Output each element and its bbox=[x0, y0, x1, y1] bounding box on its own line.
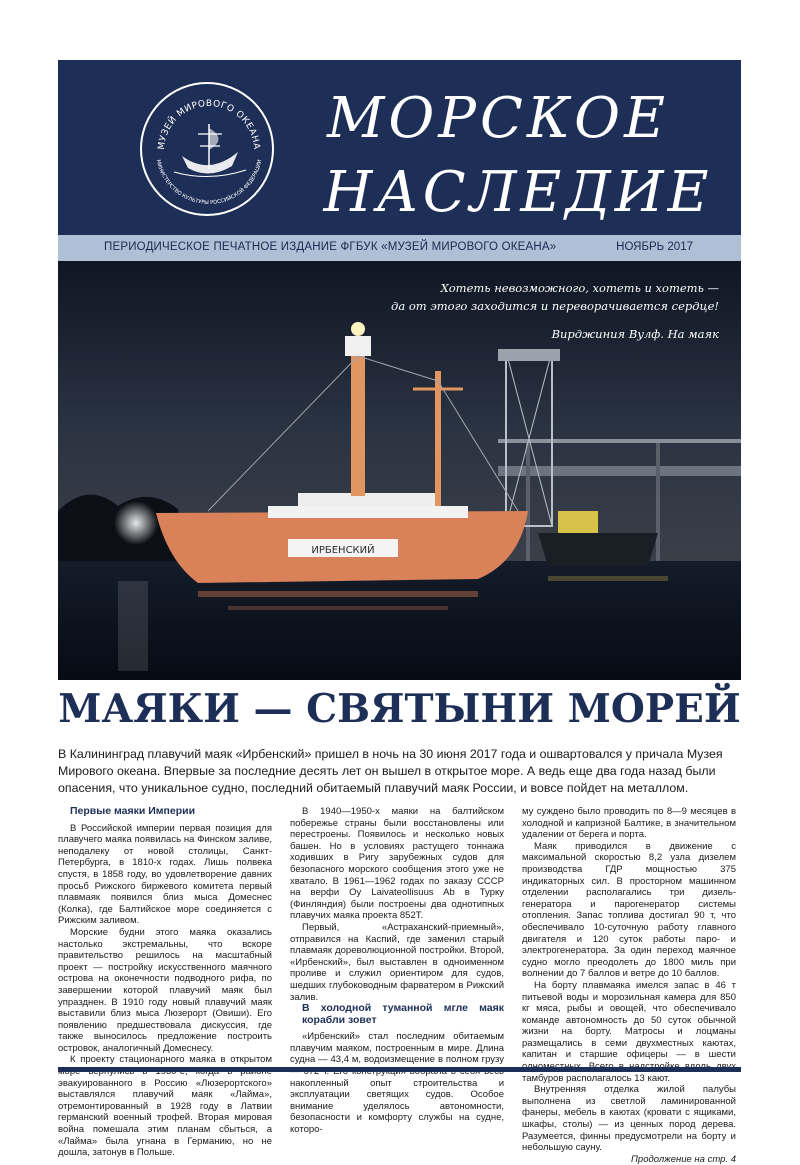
paragraph: «Ирбенский» стал последним обитаемым плавучим маяком, построенным в мире. Длина судна — 43,4 м, водоизмещение в полном грузу накопленный опыт строительства и эксплуатации светящих судов. Особое внимание уделялось автономности, безопасности и комфорту службы на судне, которо- bbox=[290, 1031, 504, 1136]
museum-logo bbox=[140, 82, 274, 216]
paragraph: Внутренняя отделка жилой палубы выполнена из светлой ламинированной фанеры, мебель в каютах (кровати с ящиками, шкафы, столы) — из ценных пород дерева. Разумеется, финны предусмотрели на борту и небольшую сауну. bbox=[522, 1084, 736, 1154]
article-column-2 bbox=[290, 806, 504, 1136]
section-heading: В холодной туманной мгле маяк корабли зовет bbox=[302, 1002, 504, 1026]
article-column-3 bbox=[522, 806, 736, 1165]
publication-bar bbox=[58, 235, 741, 261]
bottom-rule bbox=[58, 1067, 741, 1072]
quote-line-2: да от этого заходится и переворачивается сердце! bbox=[391, 299, 719, 313]
continued-note: Продолжение на стр. 4 bbox=[631, 1153, 736, 1165]
lightship-photo bbox=[58, 261, 741, 680]
sailing-ship-icon bbox=[142, 84, 276, 218]
article-headline: МАЯКИ — СВЯТЫНИ МОРЕЙ bbox=[58, 686, 741, 732]
quote-author: Вирджиния Вулф. На маяк bbox=[551, 327, 719, 341]
article-lead bbox=[58, 746, 741, 797]
issue-date: НОЯБРЬ 2017 bbox=[616, 241, 693, 253]
masthead bbox=[58, 60, 741, 235]
logo-text: МУЗЕЙ МИРОВОГО ОКЕАНА bbox=[156, 98, 262, 151]
quote-line-1: Хотеть невозможного, хотеть и хотеть — bbox=[440, 281, 719, 295]
lead-paragraph: В Калининград плавучий маяк «Ирбенский» пришел в ночь на 30 июня 2017 года и ошвартовался у причала Музея Мирового океана. Впервые за последние десять лет он вышел в открытое море. А ведь еще два года назад были опасения, что уникальное судно, последний обитаемый плавучий маяк России, и вовсе пойдет на металлом. bbox=[58, 747, 723, 795]
ship-name-label: ИРБЕНСКИЙ bbox=[311, 545, 375, 556]
paragraph: К проекту стационарного маяка в открытом эвакуированного в Россию «Люзерортского» выставлялся плавучий маяк «Лайма», отремонтированный в 1928 году в Латвии германский военный трофей. Вторая мировая война помешала этим планам сбыться, а «Лайма» была угнана в Германию, но не дошла, затонув в Польше. bbox=[58, 1054, 272, 1159]
paragraph: В Российской империи первая позиция для плавучего маяка появилась на Финском заливе, неподалеку от новой столицы, Санкт-Петербурга, в 1810-х годах. Лишь полвека спустя, в 1858 году, во удовлетворение давних просьб Рижского биржевого комитета первый плавмаяк появился близ мыса Домеснес (Колка), где Балтийское море соединяется с Рижским заливом. bbox=[58, 822, 272, 927]
title-line-2: НАСЛЕДИЕ bbox=[323, 160, 713, 225]
title-line-1: МОРСКОЕ bbox=[327, 86, 669, 151]
newspaper-title bbox=[263, 82, 733, 230]
article-column-1 bbox=[58, 806, 272, 1159]
paragraph: Первый, «Астраханский-приемный», отправился на Каспий, где заменил старый плавмаяк дореволюционной постройки. Второй, «Ирбенский», был выставлен в одноименном проливе и служил ориентиром для судов, шедших глубоководным фарватером в Рижский залив. bbox=[290, 921, 504, 1003]
paragraph: На борту плавмаяка имелся запас в 46 т питьевой воды и морозильная камера для 850 кг мяса, рыбы и овощей, что обеспечивало команде автономность до 50 суток обычной жизни на борту. Матросы и лоцманы размещались в семи двухместных каютах, капитан и старшие офицеры — в шести тамбуров располагалось 13 кают. bbox=[522, 979, 736, 1084]
publication-info: ПЕРИОДИЧЕСКОЕ ПЕЧАТНОЕ ИЗДАНИЕ ФГБУК «МУЗЕЙ МИРОВОГО ОКЕАНА» bbox=[104, 241, 557, 253]
paragraph: му суждено было проводить по 8—9 месяцев в холодной и капризной Балтике, в значительном удалении от берега и порта. bbox=[522, 806, 736, 841]
epigraph bbox=[391, 279, 719, 343]
logo-subtext: МИНИСТЕРСТВО КУЛЬТУРЫ РОССИЙСКОЙ ФЕДЕРАЦИИ bbox=[154, 159, 264, 207]
paragraph: Маяк приводился в движение с максимальной скоростью 8,2 узла дизелем производства ГДР мощностью 375 индикаторных сил. В просторном машинном отделении располагались три дизель-генератора и парогенератор системы отопления. Запас топлива достигал 90 т, что обеспечивало 10-суточную работу главного двигателя и 120 суток работы паро- и электрогенератора. За один переход маячное судно могло преодолеть до 1800 миль при волнении до 7 баллов и ветре до 10 баллов. bbox=[522, 840, 736, 980]
paragraph: В 1940—1950-х маяки на балтийском побережье страны были восстановлены или перестроены. Появилось и несколько новых башен. Но в условиях растущего тоннажа ходивших в Ригу зарубежных судов для безопасного морского сообщения этого уже не хватало. В 1961—1962 годах по заказу СССР на верфи Oy Laivateollisuus Ab в Турку (Финляндия) были построены два однотипных плавучих маяка проекта 852Т. bbox=[290, 806, 504, 922]
section-heading: Первые маяки Империи bbox=[70, 805, 196, 817]
paragraph: Морские будни этого маяка оказались настолько экстремальны, что вскоре правительство решилось на масштабный проект — постройку искусственного маячного острова на оконечности подводного рифа, по завершении которой плавучий маяк был упразднен. В 1910 году новый плавучий маяк выставили близ мыса Люзерорт (Овиши). Его появлению предшествовала дискуссия, где также выносилось предложение построить островок, аналогичный Домеснесу. bbox=[58, 926, 272, 1054]
